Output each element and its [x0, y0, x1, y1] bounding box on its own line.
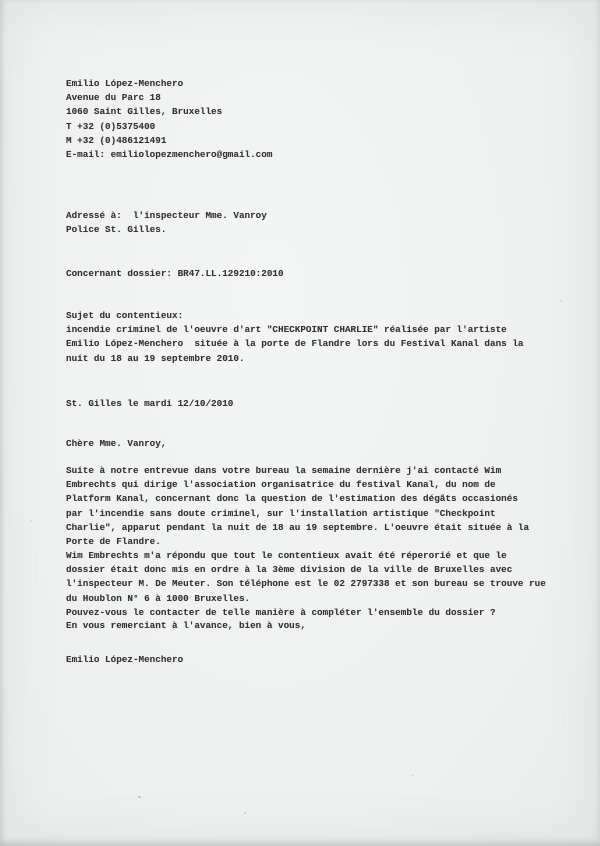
subject-line: incendie criminel de l'oeuvre d'art "CHECKPOINT CHARLIE" réalisée par l'artiste — [66, 324, 507, 336]
date-line — [66, 397, 233, 411]
closing-text: En vous remerciant à l'avance, bien à vous, — [66, 620, 306, 631]
body-line: Wim Embrechts m'a répondu que tout le contentieux avait été réperorié et que le — [66, 550, 507, 561]
sender-block — [66, 77, 272, 162]
addressee-line: Adressé à: l'inspecteur Mme. Vanroy — [66, 210, 267, 221]
body-line: Porte de Flandre. — [66, 535, 161, 547]
subject-line: nuit du 18 au 19 septembre 2010. — [66, 352, 245, 364]
scan-speck — [30, 520, 32, 522]
sender-phone-m: M +32 (0)486121491 — [66, 134, 167, 146]
sender-email: E-mail: emiliolopezmenchero@gmail.com — [66, 148, 273, 160]
scan-speck — [244, 812, 246, 814]
body-line: Platform Kanal, concernant donc la question de l'estimation des dégâts occasionés — [66, 493, 518, 505]
scan-speck — [138, 796, 141, 798]
body-paragraph-2 — [66, 549, 546, 620]
body-line: par l'incendie sans doute criminel, sur l'installation artistique "Checkpoint — [66, 507, 496, 519]
sender-phone-t: T +32 (0)5375400 — [66, 120, 156, 132]
date-line-text: St. Gilles le mardi 12/10/2010 — [66, 398, 234, 409]
subject-heading: Sujet du contentieux: — [66, 310, 184, 321]
scan-speck — [560, 300, 562, 302]
body-line: Embrechts qui dirige l'association organisatrice du festival Kanal, du nom de — [66, 479, 496, 491]
body-line: l'inspecteur M. De Meuter. Son téléphone est le 02 2797338 et son bureau se trouve rue — [66, 578, 546, 590]
body-line: du Houblon N° 6 à 1000 Bruxelles. — [66, 592, 251, 604]
signature-text: Emilio López-Menchero — [66, 654, 184, 665]
subject-line: Emilio López-Menchero située à la porte de Flandre lors du Festival Kanal dans la — [66, 338, 524, 350]
dossier-reference — [66, 267, 284, 281]
salutation-text: Chère Mme. Vanroy, — [66, 438, 167, 449]
dossier-reference-line: Concernant dossier: BR47.LL.129210:2010 — [66, 268, 284, 279]
signature-name — [66, 653, 183, 667]
addressee-line: Police St. Gilles. — [66, 224, 167, 236]
sender-address-line: 1060 Saint Gilles, Bruxelles — [66, 106, 223, 118]
salutation — [66, 437, 166, 451]
body-line: Suite à notre entrevue dans votre bureau la semaine dernière j'ai contacté Wim — [66, 465, 502, 476]
scan-speck — [412, 775, 414, 776]
sender-name: Emilio López-Menchero — [66, 78, 184, 89]
sender-address-line: Avenue du Parc 18 — [66, 92, 161, 104]
body-paragraph-1 — [66, 464, 529, 549]
body-line: Charlie", apparut pendant la nuit de 18 au 19 septembre. L'oeuvre était située à la — [66, 521, 530, 533]
body-line: Pouvez-vous le contacter de telle manière à compléter l'ensemble du dossier ? — [66, 606, 496, 618]
addressee-block — [66, 209, 267, 237]
body-line: dossier était donc mis en ordre à la 3ème division de la ville de Bruxelles avec — [66, 564, 513, 576]
subject-block — [66, 309, 523, 366]
closing-line — [66, 619, 306, 633]
